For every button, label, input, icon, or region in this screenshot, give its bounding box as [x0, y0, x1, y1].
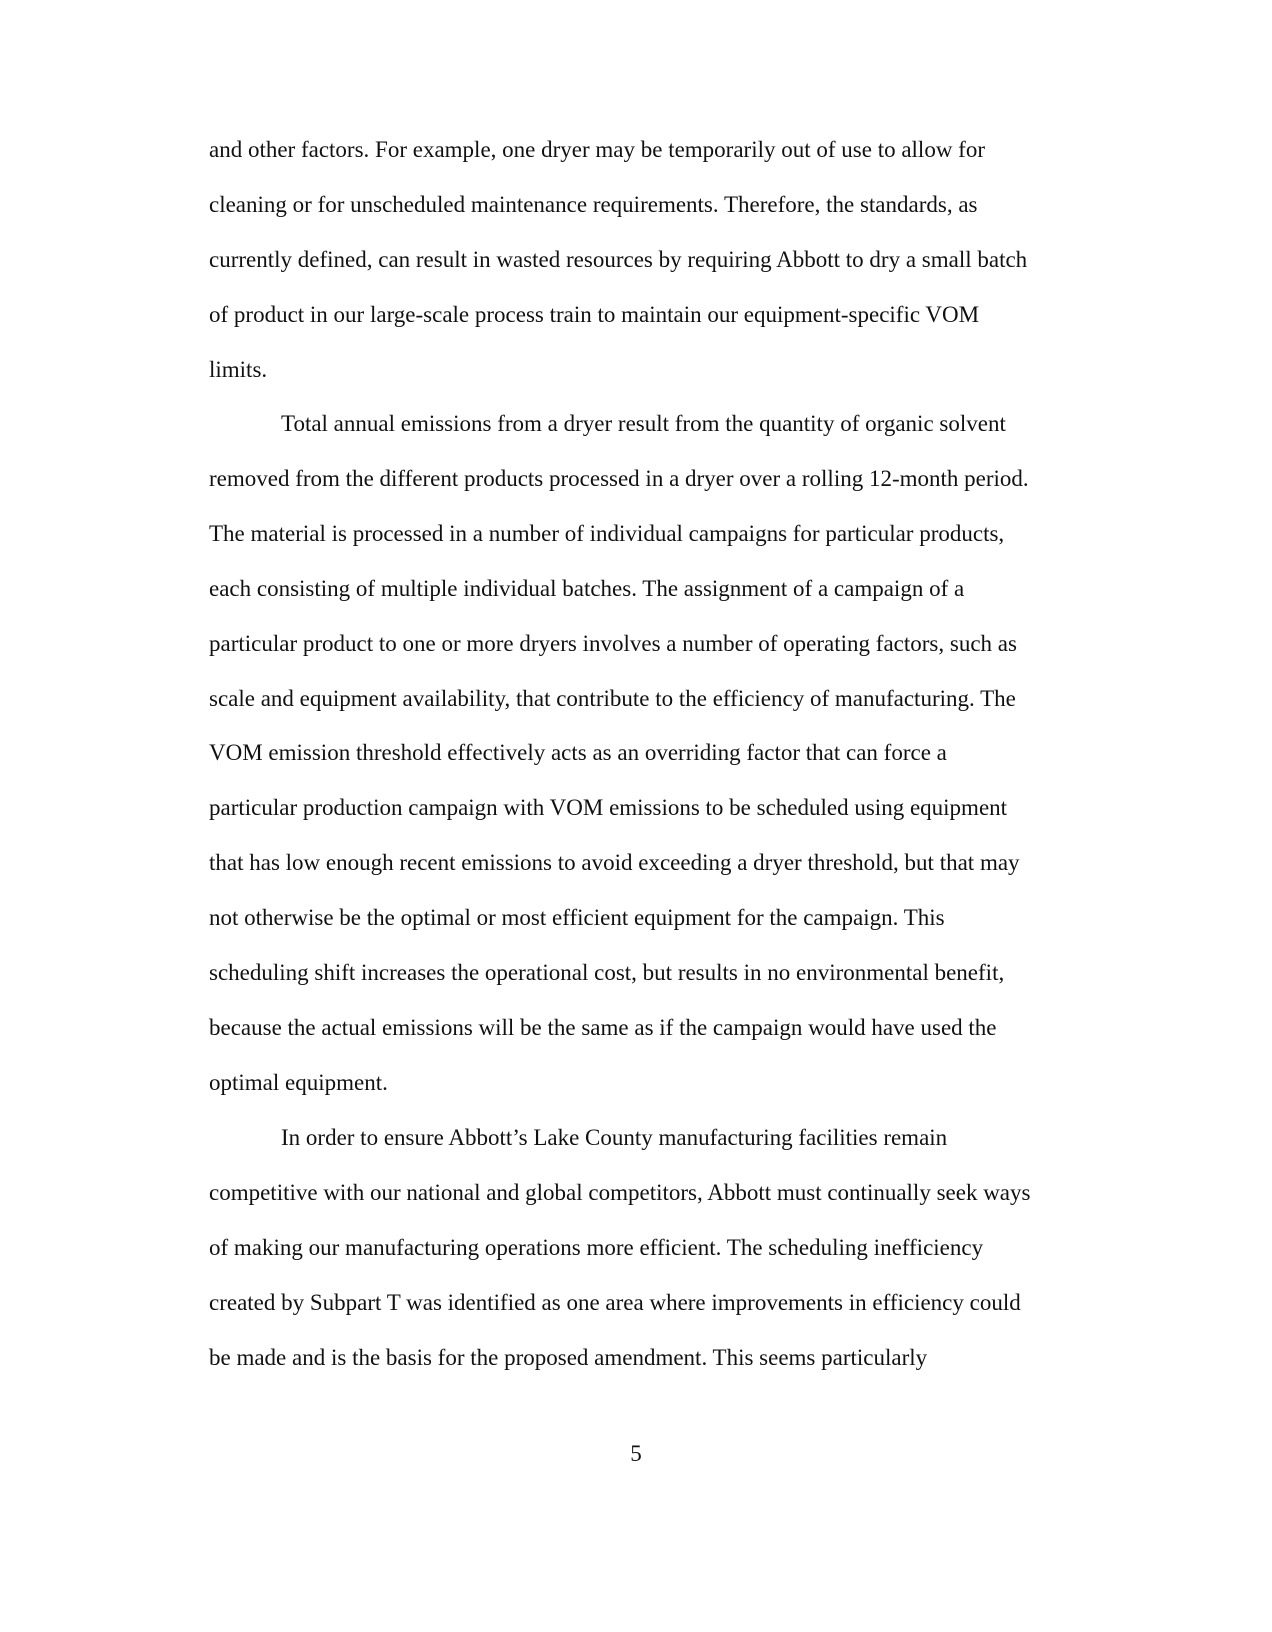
text-line: and other factors. For example, one dryer may be temporarily out of use to allow for	[209, 137, 986, 162]
text-line: that has low enough recent emissions to avoid exceeding a dryer threshold, but that may	[209, 850, 1020, 875]
text-line: because the actual emissions will be the same as if the campaign would have used the	[209, 1015, 997, 1040]
text-line: of product in our large-scale process train to maintain our equipment-specific VOM	[209, 302, 980, 327]
text-line: Total annual emissions from a dryer result from the quantity of organic solvent	[281, 411, 1006, 436]
text-line: optimal equipment.	[209, 1070, 388, 1095]
page-number: 5	[630, 1441, 642, 1466]
text-line: not otherwise be the optimal or most efficient equipment for the campaign. This	[209, 905, 945, 930]
text-line: limits.	[209, 357, 268, 382]
text-line: VOM emission threshold effectively acts as an overriding factor that can force a	[209, 740, 947, 765]
text-line: of making our manufacturing operations more efficient. The scheduling inefficiency	[209, 1235, 984, 1260]
text-line: The material is processed in a number of individual campaigns for particular products,	[209, 521, 1005, 546]
text-line: In order to ensure Abbott’s Lake County manufacturing facilities remain	[281, 1125, 948, 1150]
text-line: created by Subpart T was identified as one area where improvements in efficiency could	[209, 1290, 1021, 1315]
text-line: cleaning or for unscheduled maintenance requirements. Therefore, the standards, as	[209, 192, 978, 217]
text-line: currently defined, can result in wasted resources by requiring Abbott to dry a small batch	[209, 247, 1028, 272]
text-line: removed from the different products processed in a dryer over a rolling 12-month period.	[209, 466, 1029, 491]
text-line: particular product to one or more dryers involves a number of operating factors, such as	[209, 631, 1017, 656]
text-line: be made and is the basis for the proposed amendment. This seems particularly	[209, 1345, 928, 1370]
text-line: competitive with our national and global competitors, Abbott must continually seek ways	[209, 1180, 1031, 1205]
text-line: each consisting of multiple individual batches. The assignment of a campaign of a	[209, 576, 965, 601]
text-line: scale and equipment availability, that contribute to the efficiency of manufacturing. The	[209, 686, 1016, 711]
text-line: particular production campaign with VOM emissions to be scheduled using equipment	[209, 795, 1008, 820]
text-line: scheduling shift increases the operational cost, but results in no environmental benefit,	[209, 960, 1005, 985]
